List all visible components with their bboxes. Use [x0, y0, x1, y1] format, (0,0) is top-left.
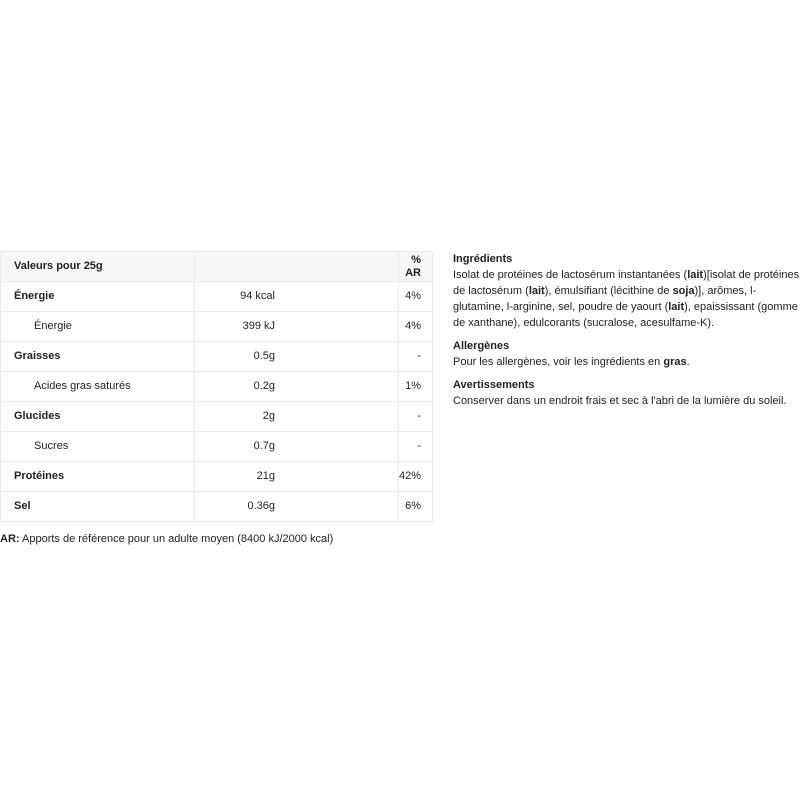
ingredient-text: ), epaississant (gomme de xanthane), edulcorants (sucralose, acesulfame-K). — [453, 301, 798, 329]
row-name: Graisses — [1, 342, 195, 372]
allergens-text-before: Pour les allergènes, voir les ingrédients en — [453, 356, 664, 368]
allergens-text — [453, 354, 800, 370]
footnote — [0, 533, 333, 545]
header-values-label: Valeurs pour 25g — [1, 252, 195, 282]
row-pct: 4% — [399, 282, 433, 312]
row-qty: 0.5g — [195, 342, 399, 372]
row-qty: 0.7g — [195, 432, 399, 462]
row-pct: 1% — [399, 372, 433, 402]
header-pct-label: % AR — [399, 252, 433, 282]
table-row — [1, 372, 433, 402]
footnote-label: AR: — [0, 533, 20, 545]
warnings-title: Avertissements — [453, 379, 535, 391]
ingredient-allergen: soja — [672, 285, 695, 297]
warnings-text: Conserver dans un endroit frais et sec à l'abri de la lumière du soleil. — [453, 395, 787, 407]
row-qty: 94 kcal — [195, 282, 399, 312]
row-pct: 6% — [399, 492, 433, 522]
table-row — [1, 282, 433, 312]
header-qty — [195, 252, 399, 282]
row-qty: 0.2g — [195, 372, 399, 402]
allergens-bold-word: gras — [663, 356, 687, 368]
ingredients-title: Ingrédients — [453, 253, 513, 265]
row-qty: 399 kJ — [195, 312, 399, 342]
row-pct: 42% — [399, 462, 433, 492]
row-pct: - — [399, 432, 433, 462]
table-row — [1, 312, 433, 342]
footnote-text: Apports de référence pour un adulte moyen (8400 kJ/2000 kcal) — [19, 533, 334, 545]
row-qty: 0.36g — [195, 492, 399, 522]
row-name: Sel — [1, 492, 195, 522]
ingredient-allergen: lait — [668, 301, 685, 313]
row-qty: 2g — [195, 402, 399, 432]
ingredient-allergen: lait — [687, 269, 704, 281]
allergens-title: Allergènes — [453, 340, 510, 352]
nutrition-table-section — [0, 251, 433, 522]
ingredient-allergen: lait — [528, 285, 545, 297]
row-pct: - — [399, 402, 433, 432]
row-pct: - — [399, 342, 433, 372]
table-row — [1, 342, 433, 372]
row-name: Acides gras saturés — [1, 372, 195, 402]
ingredient-text: )], arômes, l-glutamine, l-arginine, sel, poudre de yaourt ( — [453, 285, 757, 313]
ingredients-text — [453, 267, 800, 331]
ingredient-text: ), émulsifiant (lécithine de — [544, 285, 673, 297]
allergens-text-after: . — [686, 356, 690, 368]
table-row — [1, 462, 433, 492]
row-pct: 4% — [399, 312, 433, 342]
ingredient-text: Isolat de protéines de lactosérum instantanées ( — [453, 269, 688, 281]
product-info — [453, 251, 800, 416]
table-row — [1, 492, 433, 522]
row-name: Protéines — [1, 462, 195, 492]
row-name: Énergie — [1, 312, 195, 342]
nutrition-table — [0, 251, 433, 522]
table-header-row — [1, 252, 433, 282]
table-row — [1, 432, 433, 462]
row-qty: 21g — [195, 462, 399, 492]
row-name: Sucres — [1, 432, 195, 462]
row-name: Glucides — [1, 402, 195, 432]
row-name: Énergie — [1, 282, 195, 312]
ingredient-text: )[isolat de protéines de lactosérum ( — [453, 269, 800, 297]
table-row — [1, 402, 433, 432]
